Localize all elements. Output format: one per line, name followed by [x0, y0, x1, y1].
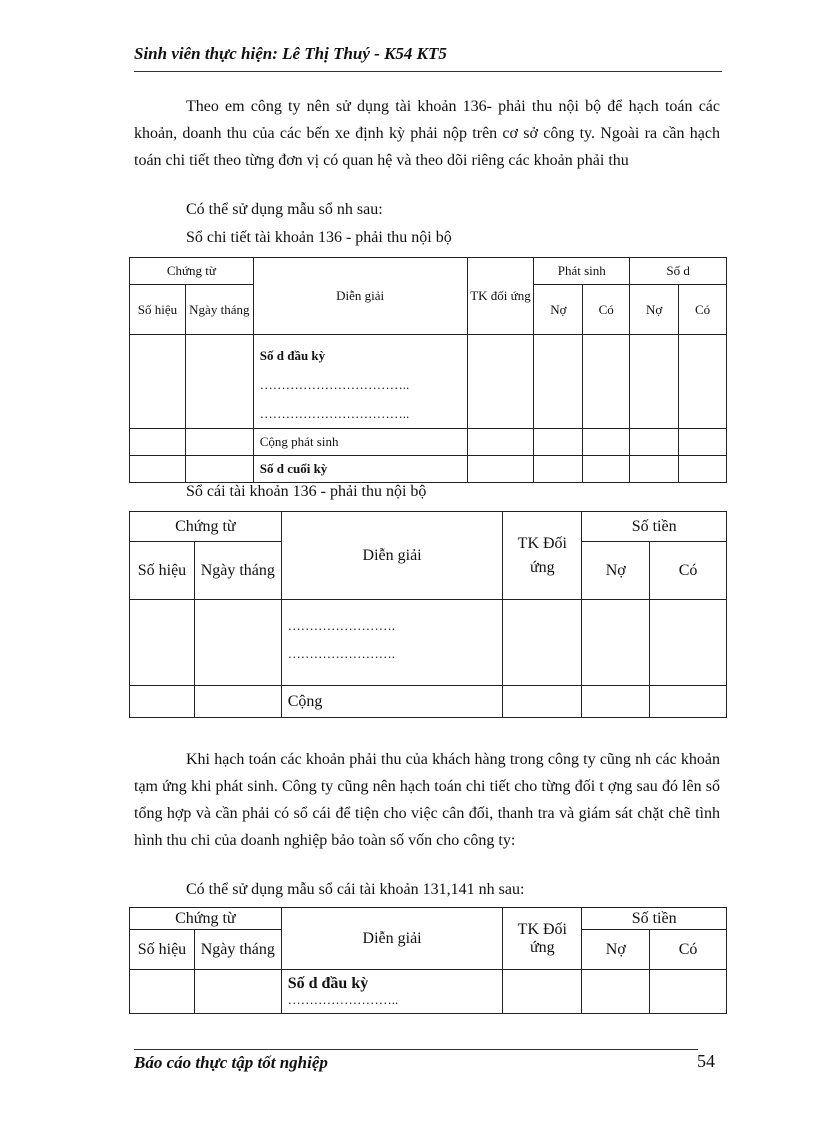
dots-line-1: ……………………………..	[259, 377, 410, 392]
paragraph-2-text: Khi hạch toán các khoản phải thu của khách hàng trong công ty cũng nh các khoản tạm ứng khi phát sinh. Công ty cũng nên hạch toán chi tiết cho từng đối t ợng sau đó lên sổ tổng hợp và cần phải có sổ cái để tiện cho việc cân đối, thanh tra và giám sát chặt chẽ tình hình thu chi của doanh nghiệp bảo toàn số vốn cho công ty:	[134, 751, 720, 849]
row-so-du-cuoi-ky: Số d cuối kỳ	[253, 456, 467, 483]
header-no: Nợ	[582, 542, 650, 600]
paragraph-1	[134, 93, 720, 174]
general-ledger-131-table	[129, 907, 727, 1014]
header-so-du-co: Có	[679, 285, 727, 335]
dots-line-2: …………………….	[287, 646, 395, 661]
general-ledger-136-table	[129, 511, 727, 718]
page-number: 54	[697, 1051, 715, 1071]
header-phat-sinh-co: Có	[583, 285, 630, 335]
header-no: Nợ	[582, 930, 650, 970]
header-so-tien: Số tiền	[582, 908, 727, 930]
header-so-tien: Số tiền	[582, 512, 727, 542]
template-131-line: Có thể sử dụng mẫu sổ cái tài khoản 131,141 nh sau:	[186, 881, 525, 898]
header-so-du-no: Nợ	[630, 285, 679, 335]
header-tk-doi-ung: TK Đối ứng	[503, 908, 582, 970]
template-intro-line: Có thể sử dụng mẫu sổ nh sau:	[186, 201, 383, 218]
table2-caption: Sổ cái tài khoản 136 - phải thu nội bộ	[186, 483, 427, 500]
header-so-hieu: Số hiệu	[130, 285, 186, 335]
header-co: Có	[650, 542, 727, 600]
header-chung-tu: Chứng từ	[130, 908, 282, 930]
header-dien-giai: Diễn giải	[281, 512, 503, 600]
header-co: Có	[650, 930, 727, 970]
so-du-dau-ky-label: Số d đầu kỳ	[259, 348, 326, 363]
header-so-hieu: Số hiệu	[130, 930, 195, 970]
header-ngay-thang: Ngày tháng	[194, 542, 281, 600]
dots-line-2: ……………………………..	[259, 406, 410, 421]
row-cong: Cộng	[281, 686, 503, 718]
header-phat-sinh: Phát sinh	[534, 258, 630, 285]
dots-line: ……………………..	[287, 992, 399, 1007]
header-ngay-thang: Ngày tháng	[194, 930, 281, 970]
so-du-dau-ky-label: Số d đầu kỳ	[287, 975, 369, 992]
paragraph-2	[134, 746, 720, 854]
row-cong-phat-sinh: Cộng phát sinh	[253, 429, 467, 456]
page-header-title: Sinh viên thực hiện: Lê Thị Thuý - K54 KT5	[134, 44, 447, 63]
header-so-du: Số d	[630, 258, 727, 285]
table1-caption: Sổ chi tiết tài khoản 136 - phải thu nội bộ	[186, 229, 452, 246]
header-chung-tu: Chứng từ	[130, 512, 282, 542]
header-dien-giai: Diễn giải	[281, 908, 503, 970]
row-so-du-dau-ky	[253, 335, 467, 429]
footer-title: Báo cáo thực tập tốt nghiệp	[134, 1053, 328, 1072]
header-chung-tu: Chứng từ	[130, 258, 254, 285]
header-tk-doi-ung: TK đối ứng	[467, 258, 534, 335]
row-so-du-dau-ky	[281, 970, 503, 1014]
header-phat-sinh-no: Nợ	[534, 285, 583, 335]
dots-line-1: …………………….	[287, 618, 395, 633]
header-dien-giai: Diễn giải	[253, 258, 467, 335]
header-tk-doi-ung: TK Đối ứng	[503, 512, 582, 600]
detail-ledger-table	[129, 257, 727, 483]
footer-rule	[134, 1049, 698, 1050]
header-ngay-thang: Ngày tháng	[185, 285, 253, 335]
header-so-hieu: Số hiệu	[130, 542, 195, 600]
dots-cell	[281, 600, 503, 686]
paragraph-1-text: Theo em công ty nên sử dụng tài khoản 136- phải thu nội bộ để hạch toán các khoản, doanh thu của các bến xe định kỳ phải nộp trên cơ sở công ty. Ngoài ra cần hạch toán chi tiết theo từng đơn vị có quan hệ và theo dõi riêng các khoản phải thu	[134, 98, 720, 169]
header-rule	[134, 71, 722, 72]
